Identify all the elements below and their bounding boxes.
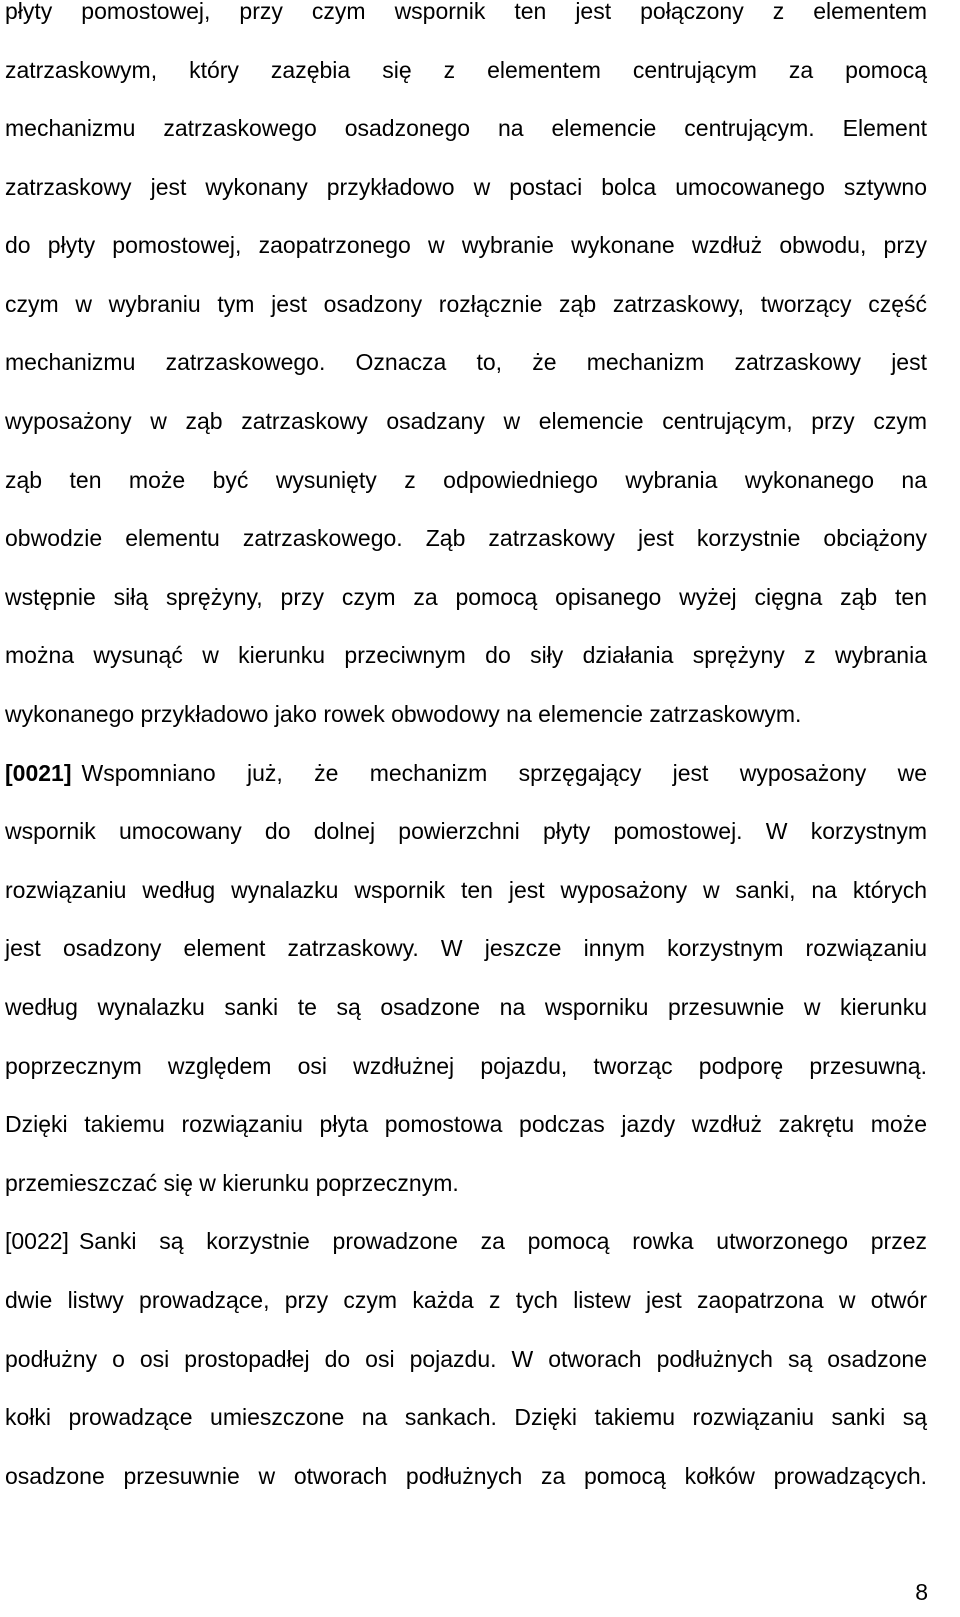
page-number: 8 xyxy=(915,1579,928,1605)
text-line: zatrzaskowym, który zazębia się z elementem centrującym za pomocą xyxy=(5,57,927,83)
text-line: wyposażony w ząb zatrzaskowy osadzany w elemencie centrującym, przy czym xyxy=(5,408,927,434)
text-line: do płyty pomostowej, zaopatrzonego w wybranie wykonane wzdłuż obwodu, przy xyxy=(5,232,927,258)
text-line: płyty pomostowej, przy czym wspornik ten jest połączony z elementem xyxy=(5,0,927,24)
text-line: wstępnie siłą sprężyny, przy czym za pomocą opisanego wyżej cięgna ząb ten xyxy=(5,584,927,610)
text-line: mechanizmu zatrzaskowego. Oznacza to, że mechanizm zatrzaskowy jest xyxy=(5,349,927,375)
text-line: kołki prowadzące umieszczone na sankach. Dzięki takiemu rozwiązaniu sanki są xyxy=(5,1404,927,1430)
text-line: jest osadzony element zatrzaskowy. W jeszcze innym korzystnym rozwiązaniu xyxy=(5,935,927,961)
text-line: podłużny o osi prostopadłej do osi pojazdu. W otworach podłużnych są osadzone xyxy=(5,1346,927,1372)
text-line: poprzecznym względem osi wzdłużnej pojazdu, tworząc podporę przesuwną. xyxy=(5,1053,927,1079)
text-line: ząb ten może być wysunięty z odpowiedniego wybrania wykonanego na xyxy=(5,467,927,493)
text-line: Dzięki takiemu rozwiązaniu płyta pomostowa podczas jazdy wzdłuż zakrętu może xyxy=(5,1111,927,1137)
text-line: obwodzie elementu zatrzaskowego. Ząb zatrzaskowy jest korzystnie obciążony xyxy=(5,525,927,551)
text-line: zatrzaskowy jest wykonany przykładowo w postaci bolca umocowanego sztywno xyxy=(5,174,927,200)
paragraph-number: [0022] xyxy=(5,1228,69,1254)
paragraph-number: [0021] xyxy=(5,760,72,786)
text-line: według wynalazku sanki te są osadzone na wsporniku przesuwnie w kierunku xyxy=(5,994,927,1020)
text-line: Sanki są korzystnie prowadzone za pomocą rowka utworzonego przez xyxy=(78,1228,927,1254)
text-line: przemieszczać się w kierunku poprzecznym. xyxy=(5,1170,459,1196)
text-line: wspornik umocowany do dolnej powierzchni płyty pomostowej. W korzystnym xyxy=(5,818,927,844)
text-line: czym w wybraniu tym jest osadzony rozłącznie ząb zatrzaskowy, tworzący część xyxy=(5,291,927,317)
text-line: można wysunąć w kierunku przeciwnym do siły działania sprężyny z wybrania xyxy=(5,642,927,668)
text-line: Wspomniano już, że mechanizm sprzęgający jest wyposażony we xyxy=(81,760,927,786)
paragraph-0022-first-line xyxy=(5,1221,927,1261)
text-line: mechanizmu zatrzaskowego osadzonego na elemencie centrującym. Element xyxy=(5,115,927,141)
text-line: dwie listwy prowadzące, przy czym każda z tych listew jest zaopatrzona w otwór xyxy=(5,1287,927,1313)
paragraph-0021-first-line xyxy=(5,753,927,793)
text-line: wykonanego przykładowo jako rowek obwodowy na elemencie zatrzaskowym. xyxy=(5,701,802,727)
text-line: osadzone przesuwnie w otworach podłużnych za pomocą kołków prowadzących. xyxy=(5,1463,927,1489)
text-line: rozwiązaniu według wynalazku wspornik ten jest wyposażony w sanki, na których xyxy=(5,877,927,903)
